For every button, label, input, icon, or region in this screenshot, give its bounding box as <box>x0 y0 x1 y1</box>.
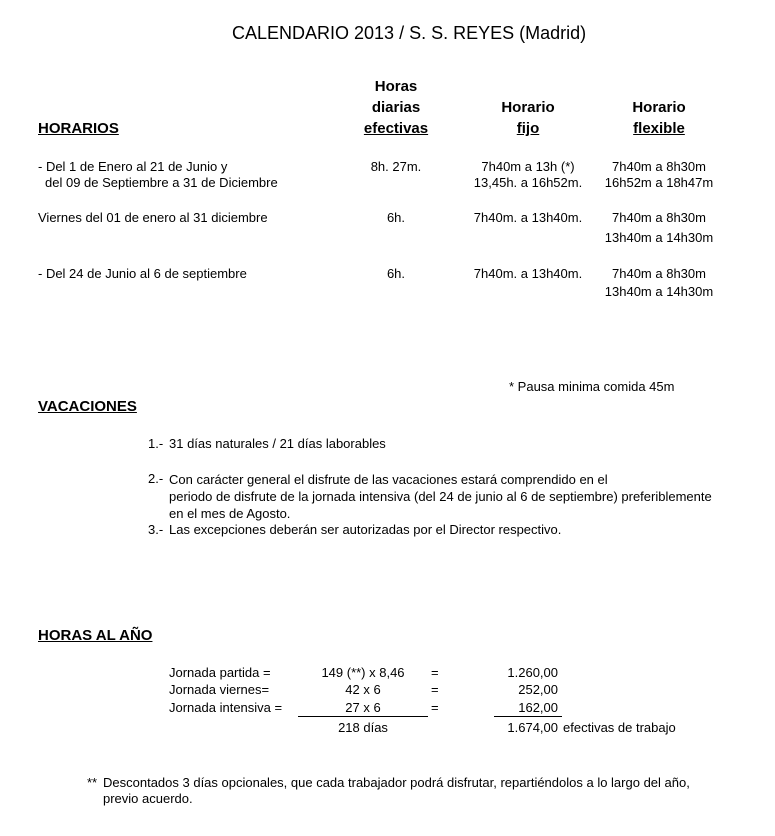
flexible-line: 7h40m a 8h30m <box>612 159 706 174</box>
horas-label: Jornada partida = <box>169 665 271 680</box>
footnote-mark: ** <box>87 775 98 790</box>
item-line: en el mes de Agosto. <box>169 506 291 521</box>
horas-total: 1.260,00 <box>507 665 558 680</box>
sum-rule-total <box>494 716 562 717</box>
horas-label: Jornada intensiva = <box>169 700 283 715</box>
sum-dias: 218 días <box>338 720 388 735</box>
flexible-line: 16h52m a 18h47m <box>604 175 714 190</box>
col-horario-fijo-header <box>478 97 578 139</box>
page-title: CALENDARIO 2013 / S. S. REYES (Madrid) <box>232 23 587 43</box>
row-fijo <box>468 159 588 191</box>
horas-calc: 27 x 6 <box>345 700 381 715</box>
row-horas: 6h. <box>386 210 406 225</box>
col-fijo-line-1: Horario <box>501 99 555 116</box>
item-text: Las excepciones deberán ser autorizadas por el Director respectivo. <box>169 522 562 537</box>
row-flexible <box>599 266 719 300</box>
col-fijo-line-2: fijo <box>516 120 540 137</box>
item-number: 3.- <box>148 522 164 537</box>
col-horas-line-1: Horas <box>374 78 418 95</box>
sum-total: 1.674,00 <box>507 720 558 735</box>
row-flexible <box>599 159 719 191</box>
row-fijo: 7h40m. a 13h40m. <box>473 266 583 281</box>
pausa-note: * Pausa minima comida 45m <box>509 379 675 394</box>
horas-ano-heading: HORAS AL AÑO <box>38 627 153 644</box>
horas-equals: = <box>431 665 439 680</box>
row-fijo: 7h40m. a 13h40m. <box>473 210 583 225</box>
sum-suffix: efectivas de trabajo <box>563 720 676 735</box>
footnote-line: Descontados 3 días opcionales, que cada trabajador podrá disfrutar, repartiéndolos a lo largo del año, <box>103 775 690 790</box>
footnote-text <box>103 775 690 807</box>
flexible-line: 7h40m a 8h30m <box>612 266 706 281</box>
horas-total: 162,00 <box>518 700 558 715</box>
flexible-line: 13h40m a 14h30m <box>604 230 714 245</box>
item-line: periodo de disfrute de la jornada intensiva (del 24 de junio al 6 de septiembre) preferiblemente <box>169 489 712 504</box>
row-periodo <box>38 159 278 191</box>
item-text: 31 días naturales / 21 días laborables <box>169 436 386 451</box>
horas-total: 252,00 <box>518 682 558 697</box>
row-horas: 6h. <box>386 266 406 281</box>
item-line: Con carácter general el disfrute de las vacaciones estará comprendido en el <box>169 472 608 487</box>
col-horario-flexible-header <box>609 97 709 139</box>
horarios-heading: HORARIOS <box>38 120 119 137</box>
col-horas-line-3: efectivas <box>363 120 429 137</box>
horas-calc: 149 (**) x 8,46 <box>321 665 405 680</box>
row-flexible <box>599 210 719 246</box>
item-number: 1.- <box>148 436 164 451</box>
col-flexible-line-1: Horario <box>632 99 686 116</box>
horas-equals: = <box>431 682 439 697</box>
row-periodo: Viernes del 01 de enero al 31 diciembre <box>38 210 268 225</box>
flexible-line: 13h40m a 14h30m <box>604 284 714 299</box>
horas-label: Jornada viernes= <box>169 682 270 697</box>
flexible-line: 7h40m a 8h30m <box>612 210 706 225</box>
row-horas: 8h. 27m. <box>370 159 422 174</box>
horas-calc: 42 x 6 <box>345 682 381 697</box>
periodo-line: - Del 1 de Enero al 21 de Junio y <box>38 159 228 174</box>
footnote-line: previo acuerdo. <box>103 791 193 806</box>
col-horas-diarias-header <box>346 76 446 139</box>
vacaciones-heading: VACACIONES <box>38 398 137 415</box>
fijo-line: 13,45h. a 16h52m. <box>473 175 583 190</box>
fijo-line: 7h40m a 13h (*) <box>481 159 575 174</box>
col-flexible-line-2: flexible <box>633 120 685 137</box>
item-number: 2.- <box>148 471 164 486</box>
horas-equals: = <box>431 700 439 715</box>
col-horas-line-2: diarias <box>371 99 421 116</box>
sum-rule-dias <box>298 716 428 717</box>
item-text <box>169 471 712 522</box>
row-periodo: - Del 24 de Junio al 6 de septiembre <box>38 266 247 281</box>
periodo-line: del 09 de Septiembre a 31 de Diciembre <box>45 175 278 190</box>
